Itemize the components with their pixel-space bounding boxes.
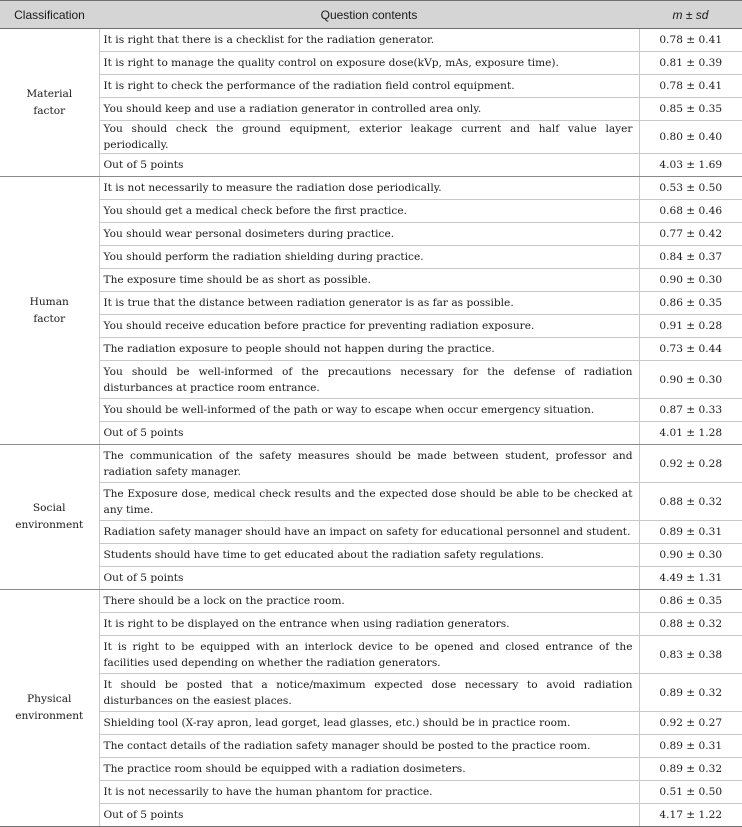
- category-label-line: environment: [15, 519, 84, 531]
- table-row: [0, 98, 742, 121]
- total-label-cell: Out of 5 points: [99, 567, 639, 590]
- mean-sd-cell: 0.89 ± 0.31: [639, 521, 742, 544]
- table-row: [0, 29, 742, 52]
- mean-sd-cell: 0.77 ± 0.42: [639, 223, 742, 246]
- mean-sd-cell: 0.91 ± 0.28: [639, 315, 742, 338]
- table-row: [0, 781, 742, 804]
- table-row: [0, 52, 742, 75]
- total-value-cell: 4.01 ± 1.28: [639, 422, 742, 445]
- mean-sd-cell: 0.78 ± 0.41: [639, 75, 742, 98]
- category-label-line: Material: [26, 87, 73, 100]
- table-row: [0, 613, 742, 636]
- table-row: [0, 445, 742, 483]
- question-cell: It is right that there is a checklist for the radiation generator.: [99, 29, 639, 52]
- table-row: [0, 200, 742, 223]
- question-cell: It is not necessarily to measure the radiation dose periodically.: [99, 177, 639, 200]
- mean-sd-cell: 0.81 ± 0.39: [639, 52, 742, 75]
- question-cell: You should be well-informed of the precautions necessary for the defense of radiation disturbances at practice room entrance.: [99, 361, 639, 399]
- table-row: [0, 483, 742, 521]
- question-cell: Radiation safety manager should have an impact on safety for educational personnel and student.: [99, 521, 639, 544]
- mean-sd-cell: 0.87 ± 0.33: [639, 399, 742, 422]
- mean-sd-cell: 0.90 ± 0.30: [639, 361, 742, 399]
- table-row: [0, 315, 742, 338]
- question-cell: The contact details of the radiation safety manager should be posted to the practice room.: [99, 735, 639, 758]
- category-label-line: Social: [32, 502, 66, 514]
- total-row: [0, 422, 742, 445]
- table-row: [0, 246, 742, 269]
- total-label-cell: Out of 5 points: [99, 422, 639, 445]
- mean-sd-cell: 0.89 ± 0.31: [639, 735, 742, 758]
- table-row: [0, 223, 742, 246]
- table-row: [0, 338, 742, 361]
- question-cell: You should check the ground equipment, exterior leakage current and half value layer periodically.: [99, 121, 639, 154]
- question-cell: It is right to be equipped with an interlock device to be opened and closed entrance of the facilities used depending on whether the radiation generators.: [99, 636, 639, 674]
- table-row: [0, 177, 742, 200]
- category-label-line: factor: [33, 312, 66, 325]
- question-cell: It is right to manage the quality control on exposure dose(kVp, mAs, exposure time).: [99, 52, 639, 75]
- category-cell: [0, 177, 99, 445]
- table-row: [0, 75, 742, 98]
- category-label-line: Physical: [27, 693, 72, 705]
- table-row: [0, 361, 742, 399]
- table-row: [0, 674, 742, 712]
- total-label-cell: Out of 5 points: [99, 154, 639, 177]
- total-row: [0, 567, 742, 590]
- total-row: [0, 154, 742, 177]
- question-cell: It is true that the distance between radiation generator is as far as possible.: [99, 292, 639, 315]
- table-row: [0, 292, 742, 315]
- question-cell: It is not necessarily to have the human phantom for practice.: [99, 781, 639, 804]
- question-cell: The Exposure dose, medical check results and the expected dose should be able to be checked at any time.: [99, 483, 639, 521]
- total-value-cell: 4.49 ± 1.31: [639, 567, 742, 590]
- total-label-cell: Out of 5 points: [99, 804, 639, 827]
- total-value-cell: 4.17 ± 1.22: [639, 804, 742, 827]
- mean-sd-cell: 0.90 ± 0.30: [639, 544, 742, 567]
- mean-sd-cell: 0.86 ± 0.35: [639, 292, 742, 315]
- category-cell: [0, 445, 99, 590]
- question-cell: It is right to check the performance of the radiation field control equipment.: [99, 75, 639, 98]
- question-cell: You should be well-informed of the path or way to escape when occur emergency situation.: [99, 399, 639, 422]
- table-row: [0, 521, 742, 544]
- question-cell: It should be posted that a notice/maximum expected dose necessary to avoid radiation disturbances on the easiest places.: [99, 674, 639, 712]
- question-cell: There should be a lock on the practice room.: [99, 590, 639, 613]
- mean-sd-cell: 0.53 ± 0.50: [639, 177, 742, 200]
- table-row: [0, 636, 742, 674]
- question-cell: The communication of the safety measures should be made between student, professor and radiation safety manager.: [99, 445, 639, 483]
- header-mean-sd: m ± sd: [639, 1, 742, 29]
- table-row: [0, 544, 742, 567]
- category-label-line: factor: [33, 104, 66, 117]
- mean-sd-cell: 0.84 ± 0.37: [639, 246, 742, 269]
- table-row: [0, 399, 742, 422]
- question-cell: The exposure time should be as short as possible.: [99, 269, 639, 292]
- mean-sd-cell: 0.68 ± 0.46: [639, 200, 742, 223]
- category-cell: [0, 590, 99, 827]
- total-value-cell: 4.03 ± 1.69: [639, 154, 742, 177]
- mean-sd-cell: 0.85 ± 0.35: [639, 98, 742, 121]
- table-row: [0, 758, 742, 781]
- mean-sd-cell: 0.88 ± 0.32: [639, 613, 742, 636]
- header-classification: Classification: [0, 1, 99, 29]
- mean-sd-cell: 0.86 ± 0.35: [639, 590, 742, 613]
- mean-sd-cell: 0.78 ± 0.41: [639, 29, 742, 52]
- mean-sd-cell: 0.89 ± 0.32: [639, 674, 742, 712]
- table-row: [0, 712, 742, 735]
- question-cell: You should receive education before practice for preventing radiation exposure.: [99, 315, 639, 338]
- category-label-line: environment: [15, 710, 84, 722]
- mean-sd-cell: 0.92 ± 0.27: [639, 712, 742, 735]
- question-cell: You should perform the radiation shielding during practice.: [99, 246, 639, 269]
- question-cell: It is right to be displayed on the entrance when using radiation generators.: [99, 613, 639, 636]
- category-cell: [0, 29, 99, 177]
- mean-sd-cell: 0.90 ± 0.30: [639, 269, 742, 292]
- question-cell: Shielding tool (X-ray apron, lead gorget, lead glasses, etc.) should be in practice room.: [99, 712, 639, 735]
- mean-sd-cell: 0.73 ± 0.44: [639, 338, 742, 361]
- question-cell: You should get a medical check before the first practice.: [99, 200, 639, 223]
- table-body: [0, 29, 742, 827]
- mean-sd-cell: 0.80 ± 0.40: [639, 121, 742, 154]
- question-cell: Students should have time to get educated about the radiation safety regulations.: [99, 544, 639, 567]
- question-cell: The practice room should be equipped with a radiation dosimeters.: [99, 758, 639, 781]
- table-row: [0, 269, 742, 292]
- category-label-line: Human: [29, 295, 69, 308]
- mean-sd-cell: 0.83 ± 0.38: [639, 636, 742, 674]
- table-row: [0, 735, 742, 758]
- mean-sd-cell: 0.92 ± 0.28: [639, 445, 742, 483]
- table-row: [0, 590, 742, 613]
- question-cell: You should wear personal dosimeters during practice.: [99, 223, 639, 246]
- total-row: [0, 804, 742, 827]
- mean-sd-cell: 0.89 ± 0.32: [639, 758, 742, 781]
- question-cell: You should keep and use a radiation generator in controlled area only.: [99, 98, 639, 121]
- mean-sd-cell: 0.51 ± 0.50: [639, 781, 742, 804]
- header-question-contents: Question contents: [99, 1, 639, 29]
- table-header: [0, 1, 742, 29]
- question-cell: The radiation exposure to people should not happen during the practice.: [99, 338, 639, 361]
- mean-sd-cell: 0.88 ± 0.32: [639, 483, 742, 521]
- table-row: [0, 121, 742, 154]
